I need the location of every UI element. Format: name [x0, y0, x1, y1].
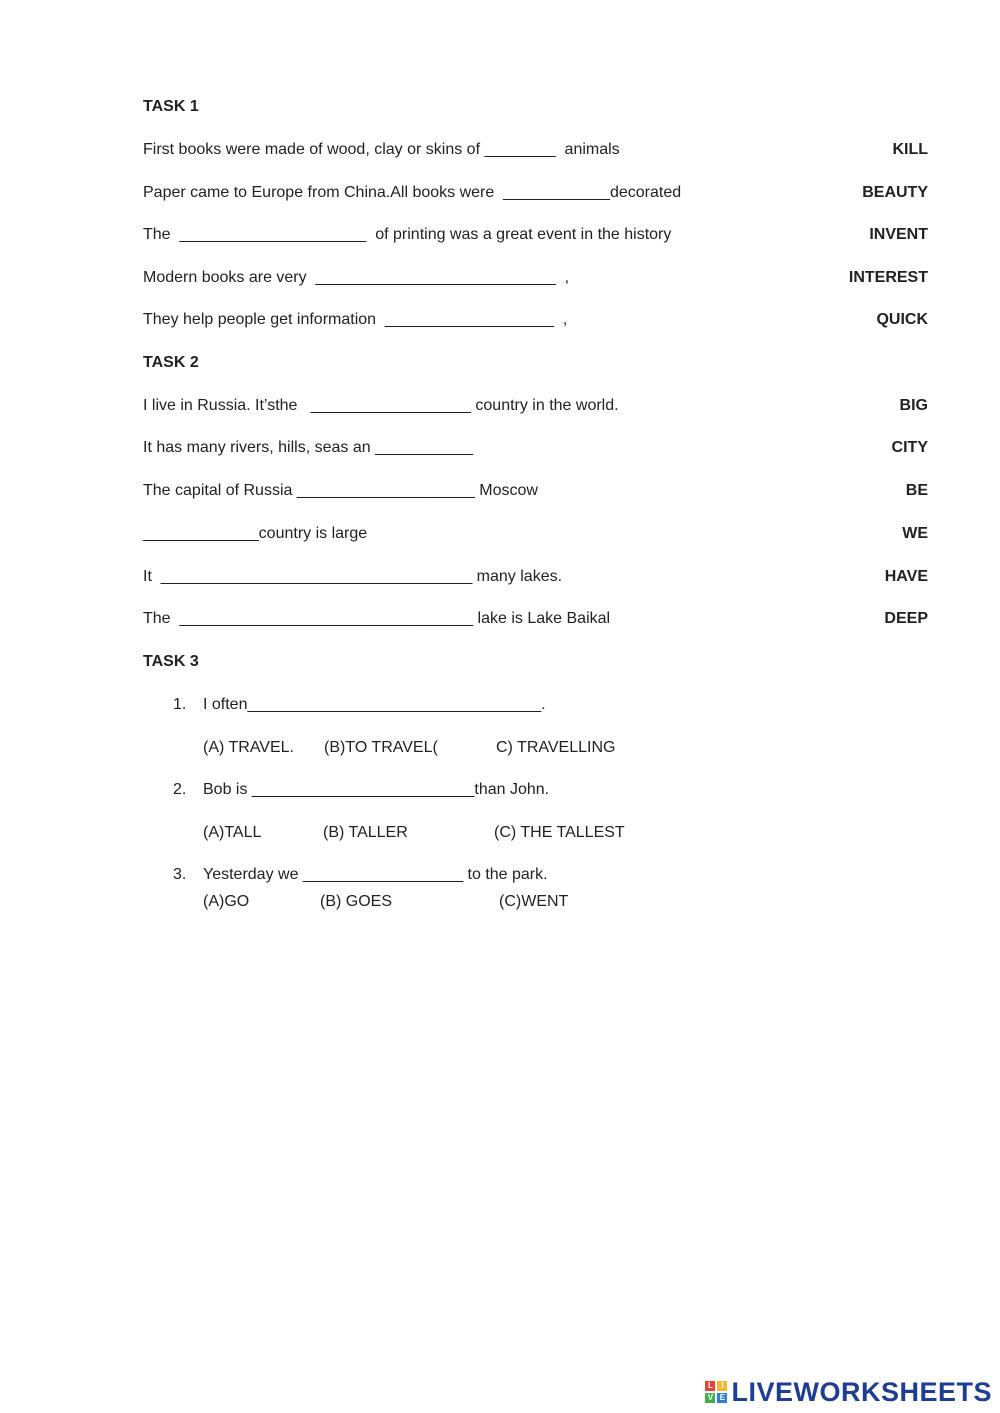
task2-keyword-2: CITY [891, 439, 928, 456]
task3-heading: TASK 3 [143, 653, 199, 670]
task3-question-1: I often_________________________________. [203, 696, 546, 713]
task2-keyword-1: BIG [899, 397, 928, 414]
logo-grid-cell-4: E [717, 1393, 727, 1403]
logo-grid-cell-2: I [717, 1381, 727, 1391]
task1-sentence-5: They help people get information ___________________ , [143, 311, 568, 328]
task3-question-1-option-b: (B)TO TRAVEL( [324, 739, 438, 756]
task3-question-2: Bob is _________________________than John. [203, 781, 550, 798]
task1-keyword-4: INTEREST [848, 269, 928, 286]
task3-question-1-option-a: (A) TRAVEL. [203, 739, 294, 756]
task1-sentence-1: First books were made of wood, clay or skins of ________ animals [143, 141, 620, 158]
task2-sentence-6: The _________________________________ lake is Lake Baikal [143, 610, 611, 627]
task3-question-3-option-c: (C)WENT [499, 893, 569, 910]
task2-keyword-6: DEEP [884, 610, 928, 627]
logo-text: LIVEWORKSHEETS [731, 1376, 992, 1407]
task3-question-2-option-a: (A)TALL [203, 824, 262, 841]
task1-keyword-2: BEAUTY [862, 184, 928, 201]
task2-heading: TASK 2 [143, 354, 199, 371]
task1-sentence-3: The _____________________ of printing was a great event in the history [143, 226, 672, 243]
task3-question-1-option-c: C) TRAVELLING [496, 739, 616, 756]
task2-keyword-4: WE [902, 525, 928, 542]
task1-keyword-3: INVENT [869, 226, 928, 243]
logo-grid-cell-3: V [705, 1393, 715, 1403]
task2-keyword-5: HAVE [884, 568, 928, 585]
task2-sentence-2: It has many rivers, hills, seas an ___________ [143, 439, 473, 456]
task2-sentence-5: It ___________________________________ many lakes. [143, 568, 563, 585]
task2-sentence-3: The capital of Russia ____________________ Moscow [143, 482, 538, 499]
task2-sentence-4: _____________country is large [143, 525, 368, 542]
task3-question-3: Yesterday we __________________ to the park. [203, 866, 548, 883]
task1-sentence-2: Paper came to Europe from China.All books were ____________decorated [143, 184, 682, 201]
task3-question-1-number: 1. [173, 696, 187, 713]
logo-grid-cell-1: L [705, 1381, 715, 1391]
task2-sentence-1: I live in Russia. It’sthe __________________ country in the world. [143, 397, 619, 414]
task2-keyword-3: BE [905, 482, 928, 499]
logo-grid-icon [705, 1381, 727, 1403]
task3-question-2-option-c: (C) THE TALLEST [494, 824, 625, 841]
task3-question-3-number: 3. [173, 866, 187, 883]
task3-question-3-option-a: (A)GO [203, 893, 250, 910]
task3-question-3-option-b: (B) GOES [320, 893, 393, 910]
task3-question-2-number: 2. [173, 781, 187, 798]
task1-keyword-5: QUICK [876, 311, 928, 328]
liveworksheets-logo [705, 1377, 992, 1407]
task1-keyword-1: KILL [892, 141, 928, 158]
task1-sentence-4: Modern books are very ___________________________ , [143, 269, 570, 286]
task3-question-2-option-b: (B) TALLER [323, 824, 408, 841]
task1-heading: TASK 1 [143, 98, 199, 115]
